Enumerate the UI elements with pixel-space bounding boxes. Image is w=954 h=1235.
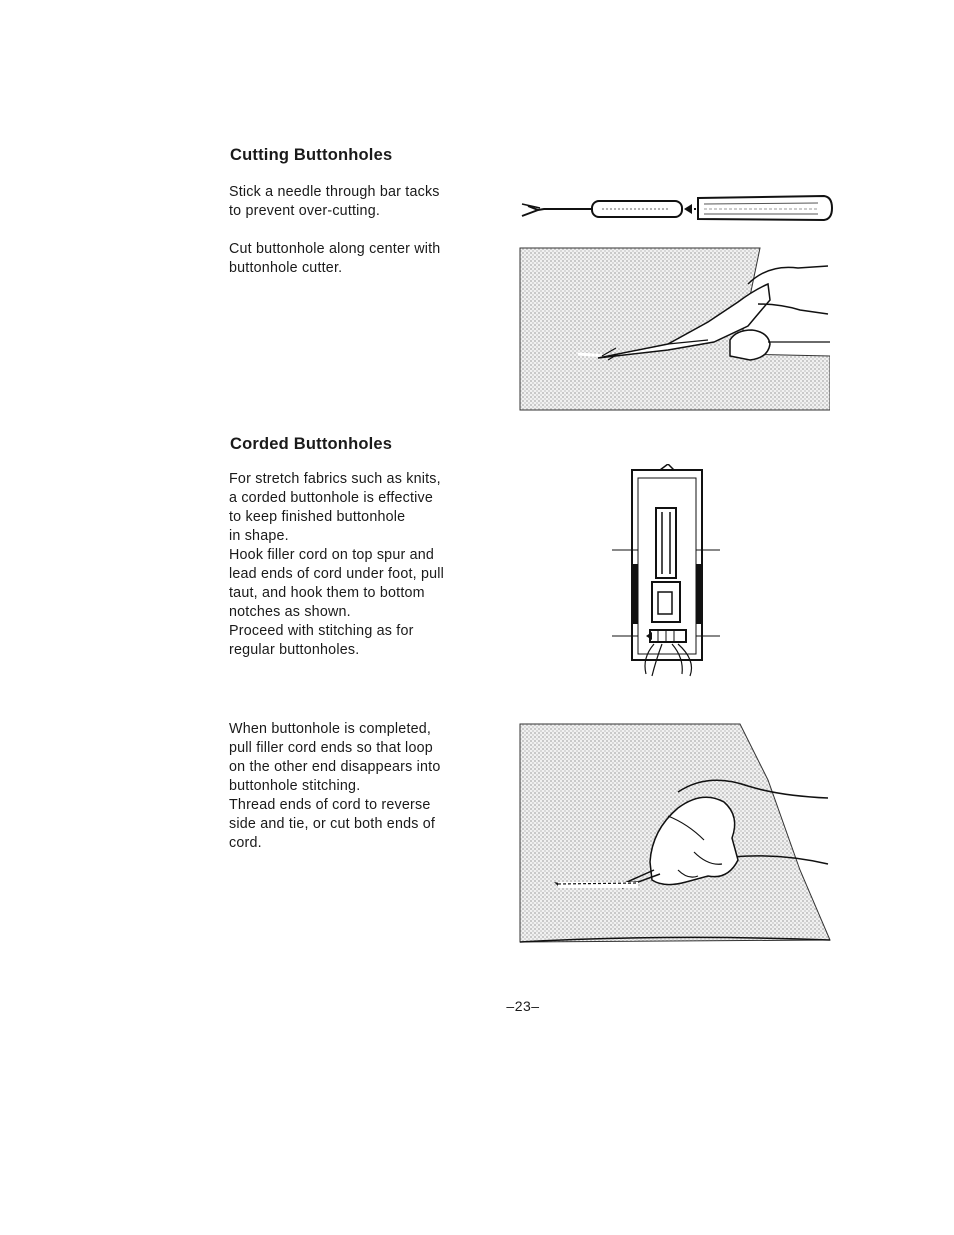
text-line: taut, and hook them to bottom [229,585,425,601]
buttonhole-foot-cord-diagram [612,464,724,678]
text-line: Hook filler cord on top spur and [229,547,435,563]
page-number: –23– [506,998,540,1014]
text-line: buttonhole stitching. [229,778,361,794]
section-title-corded-buttonholes: Corded Buttonholes [230,435,393,453]
text-line: Proceed with stitching as for [229,623,414,639]
cutting-paragraph-2 [229,240,465,278]
text-line: pull filler cord ends so that loop [229,740,433,756]
text-line: lead ends of cord under foot, pull [229,566,445,582]
section-title-cutting-buttonholes: Cutting Buttonholes [230,146,393,164]
cutting-paragraph-1 [229,183,465,221]
cutting-buttonhole-fabric-illustration [518,244,830,412]
text-line: buttonhole cutter. [229,260,343,276]
text-line: in shape. [229,528,289,544]
text-line: Stick a needle through bar tacks [229,184,440,200]
text-line: Thread ends of cord to reverse [229,797,431,813]
text-line: Cut buttonhole along center with [229,241,441,257]
text-line: side and tie, or cut both ends of [229,816,436,832]
text-line: on the other end disappears into [229,759,441,775]
corded-paragraph-1 [229,470,465,660]
text-line: cord. [229,835,262,851]
text-line: a corded buttonhole is effective [229,490,434,506]
text-line: notches as shown. [229,604,351,620]
pulling-filler-cord-illustration [518,720,832,944]
buttonhole-cutter-illustration [518,190,838,226]
text-line: regular buttonholes. [229,642,360,658]
text-line: When buttonhole is completed, [229,721,432,737]
corded-paragraph-2 [229,720,465,853]
text-line: to keep finished buttonhole [229,509,406,525]
text-line: to prevent over-cutting. [229,203,381,219]
text-line: For stretch fabrics such as knits, [229,471,441,487]
